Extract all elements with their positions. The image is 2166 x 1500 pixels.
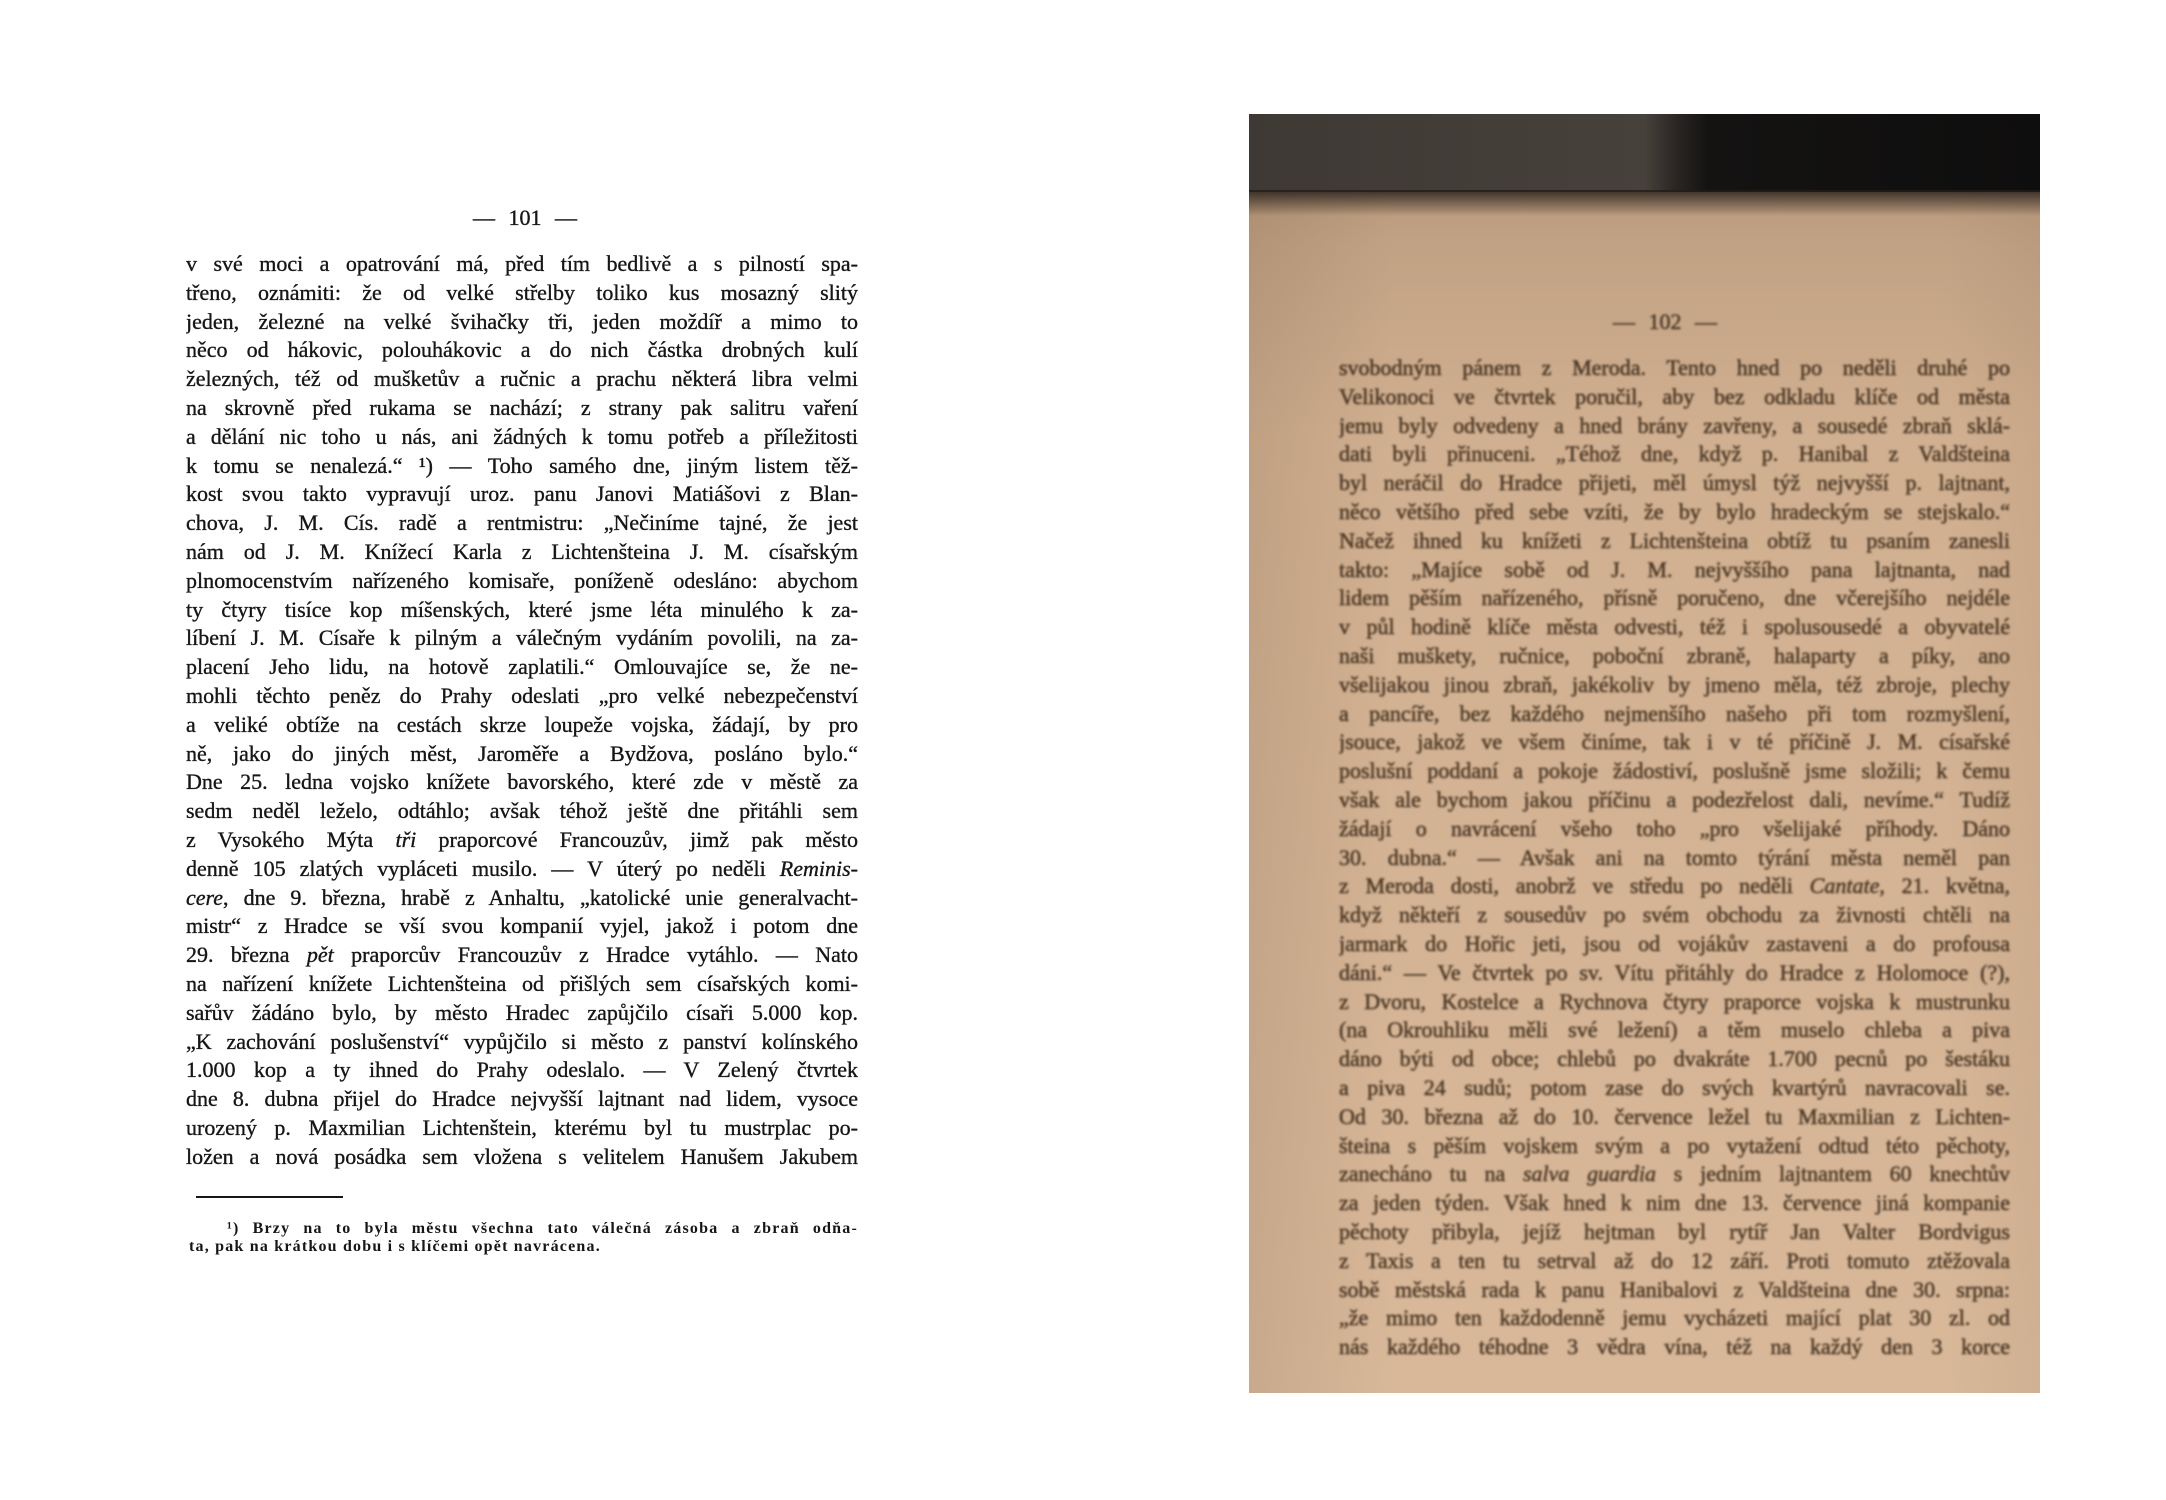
line-text: sařův žádáno bylo, by město Hradec zapůjčilo císaři 5.000 kop. (186, 999, 858, 1025)
italic-text: salva guardia (1522, 1161, 1657, 1187)
text-line (1339, 613, 2010, 642)
line-text: v půl hodině klíče města odvesti, též i spolusousedé a obyvatelé (1339, 614, 2010, 640)
line-text: třeno, oznámiti: že od velké střelby toliko kus mosazný slitý (186, 279, 858, 305)
line-text: Dne 25. ledna vojsko knížete bavorského, které zde v městě za (186, 769, 858, 795)
page-text (186, 250, 858, 1172)
text-line (186, 653, 858, 682)
line-text: nás každého téhodne 3 vědra vína, též na každý den 3 korce (1339, 1334, 2010, 1360)
text-line (1339, 1247, 2010, 1276)
text-line (1339, 412, 2010, 441)
line-text: dne 8. dubna přijel do Hradce nejvyšší lajtnant nad lidem, vysoce (186, 1086, 858, 1112)
footnote-line (189, 1220, 858, 1238)
line-text: pěchoty přibyla, jejíž hejtman byl rytíř Jan Valter Bordvigus (1339, 1218, 2010, 1244)
line-text: ložen a nová posádka sem vložena s velitelem Hanušem Jakubem (186, 1143, 858, 1169)
line-text: zanecháno tu na (1339, 1161, 1523, 1187)
line-text: placení Jeho lidu, na hotově zaplatili.“ Omlouvajíce se, že ne- (186, 654, 858, 680)
line-text: a pancíře, bez každého nejmenšího našeho při tom rozmyšlení, (1339, 700, 2010, 726)
page-text (1339, 354, 2010, 1362)
line-text: poslušní poddaní a pokoje žádostiví, poslušně jsme složili; k čemu (1339, 758, 2010, 784)
italic-text: tři (395, 826, 417, 852)
line-text: naši muškety, ručnice, poboční zbraně, halaparty a píky, ano (1339, 642, 2010, 668)
text-line (186, 365, 858, 394)
italic-text: Reminis- (779, 855, 858, 881)
line-text: , dne 9. března, hrabě z Anhaltu, „katolické unie generalvacht- (223, 884, 858, 910)
line-text: a veliké obtíže na cestách skrze loupeže vojska, žádají, by pro (186, 711, 858, 737)
line-text: jeden, železné na velké švihačky tři, jeden moždíř a mimo to (186, 308, 858, 334)
text-line (186, 250, 858, 279)
line-text: z Dvoru, Kostelce a Rychnova čtyry praporce vojska k mustrunku (1339, 988, 2010, 1014)
text-line (186, 912, 858, 941)
line-text: žádají o navrácení všeho toho „pro všelijaké příhody. Dáno (1339, 815, 2010, 841)
text-line (186, 538, 858, 567)
text-line (1339, 844, 2010, 873)
text-line (186, 567, 858, 596)
line-text: Načež ihned ku knížeti z Lichtenšteina obtíž tu psaním zanesli (1339, 527, 2010, 553)
text-line (1339, 1132, 2010, 1161)
italic-text: pět (306, 942, 334, 968)
text-line (1339, 383, 2010, 412)
italic-text: Cantate (1809, 873, 1880, 899)
line-text: 30. dubna.“ — Avšak ani na tomto týrání města neměl pan (1339, 844, 2010, 870)
text-line (1339, 815, 2010, 844)
text-line (186, 1114, 858, 1143)
line-text: něco od hákovic, polouhákovic a do nich částka drobných kulí (186, 337, 858, 363)
text-line (186, 999, 858, 1028)
line-text: dáno býti od obce; chlebů po dvakráte 1.700 pecnů po šestáku (1339, 1046, 2010, 1072)
text-line (1339, 959, 2010, 988)
text-line (1339, 1045, 2010, 1074)
text-line (186, 394, 858, 423)
line-text: sedm neděl leželo, odtáhlo; avšak téhož ještě dne přitáhli sem (186, 798, 858, 824)
text-line (1339, 354, 2010, 383)
line-text: a dělání nic toho u nás, ani žádných k tomu potřeb a příležitosti (186, 423, 858, 449)
line-text: jsouce, jakož ve všem činíme, tak i v té příčině J. M. císařské (1339, 729, 2010, 755)
line-text: šteina s pěším vojskem svým a po vytažení odtud této pěchoty, (1339, 1132, 2010, 1158)
footnote-line (189, 1238, 858, 1256)
text-line (186, 1028, 858, 1057)
text-line (1339, 1333, 2010, 1362)
text-line (1339, 728, 2010, 757)
line-text: z Taxis a ten tu setrval až do 12 září. Proti tomuto ztěžovala (1339, 1247, 2010, 1273)
text-line (1339, 988, 2010, 1017)
page-number: — 101 — (473, 205, 577, 230)
italic-text: cere (186, 884, 224, 910)
text-line (186, 711, 858, 740)
text-line (186, 336, 858, 365)
line-text: však ale bychom jakou příčinu a podezřelost dali, nevíme.“ Tudíž (1339, 786, 2010, 812)
line-text: dati byli přinuceni. „Téhož dne, když p. Hanibal z Valdšteina (1339, 441, 2010, 467)
text-line (186, 624, 858, 653)
line-text: praporcové Francouzův, jimž pak město (416, 826, 858, 852)
text-line (186, 423, 858, 452)
photo-shadow-fade (1249, 190, 2040, 216)
line-text: chova, J. M. Cís. radě a rentmistru: „Nečiníme tajné, že jest (186, 510, 858, 536)
line-text: s jedním lajtnantem 60 knechtův (1656, 1161, 2010, 1187)
line-text: mistr“ z Hradce se vší svou kompanií vyjel, jakož i potom dne (186, 913, 858, 939)
text-line (1339, 584, 2010, 613)
line-text: když někteří z sousedův po svém obchodu za živnosti chtěli na (1339, 902, 2010, 928)
text-line (186, 480, 858, 509)
line-text: k tomu se nenalezá.“ ¹) — Toho samého dne, jiným listem těž- (186, 452, 858, 478)
line-text: „že mimo ten každodenně jemu vycházeti mající plat 30 zl. od (1339, 1305, 2010, 1331)
text-line (186, 884, 858, 913)
text-line (186, 596, 858, 625)
page-number: — 102 — (1613, 309, 1717, 334)
line-text: z Meroda dosti, anobrž ve středu po neděli (1339, 873, 1810, 899)
text-line (1339, 786, 2010, 815)
text-line (186, 279, 858, 308)
line-text: dáni.“ — Ve čtvrtek po sv. Vítu přitáhly do Hradce z Holomoce (?), (1339, 959, 2010, 985)
text-line (1339, 556, 2010, 585)
text-line (186, 941, 858, 970)
text-line (186, 682, 858, 711)
text-line (186, 308, 858, 337)
line-text: Velikonoci ve čtvrtek poručil, aby bez odkladu klíče od města (1339, 383, 2010, 409)
line-text: za jeden týden. Však hned k nim dne 13. července jiná kompanie (1339, 1190, 2010, 1216)
line-text: Od 30. března až do 10. července ležel tu Maxmilian z Lichten- (1339, 1103, 2010, 1129)
line-text: a piva 24 sudů; potom zase do svých kvartýrů navracovali se. (1339, 1074, 2010, 1100)
line-text: z Vysokého Mýta (186, 826, 396, 852)
line-text: 1.000 kop a ty ihned do Prahy odeslalo. — V Zelený čtvrtek (186, 1057, 858, 1083)
text-line (1339, 1276, 2010, 1305)
line-text: svobodným pánem z Meroda. Tento hned po neděli druhé po (1339, 355, 2010, 380)
line-text: plnomocenstvím nařízeného komisaře, poníženě odesláno: abychom (186, 567, 858, 593)
text-line (1339, 1189, 2010, 1218)
text-line (1339, 1103, 2010, 1132)
text-line (186, 509, 858, 538)
text-line (186, 1056, 858, 1085)
line-text: praporcův Francouzův z Hradce vytáhlo. — Nato (333, 942, 858, 968)
text-line (1339, 1016, 2010, 1045)
line-text: ¹) Brzy na to byla městu všechna tato válečná zásoba a zbraň odňa- (227, 1220, 858, 1237)
line-text: lidem pěším nařízeného, přísně poručeno, dne včerejšího nejdéle (1339, 585, 2010, 611)
text-line (186, 797, 858, 826)
text-line (1339, 498, 2010, 527)
text-line (1339, 671, 2010, 700)
line-text: líbení J. M. Císaře k pilným a válečným vydáním povolili, na za- (186, 625, 858, 651)
text-line (1339, 1304, 2010, 1333)
line-text: kost svou takto vypravují uroz. panu Janovi Matiášovi z Blan- (186, 481, 858, 507)
text-line (186, 768, 858, 797)
text-line (1339, 1218, 2010, 1247)
text-line (1339, 872, 2010, 901)
text-line (1339, 700, 2010, 729)
text-line (1339, 469, 2010, 498)
line-text: jarmark do Hořic jeti, jsou od vojákův zastaveni a do profousa (1339, 930, 2010, 956)
line-text: (na Okrouhliku měli své ležení) a těm muselo chleba a piva (1339, 1017, 2010, 1043)
text-line (1339, 527, 2010, 556)
line-text: nám od J. M. Knížecí Karla z Lichtenšteina J. M. císařským (186, 538, 858, 564)
right-page-photo (1249, 114, 2040, 1393)
footnote-rule (196, 1196, 343, 1198)
line-text: ta, pak na krátkou dobu i s klíčemi opět navrácena. (189, 1238, 601, 1255)
line-text: takto: „Majíce sobě od J. M. nejvyššího pana lajtnanta, nad (1339, 556, 2010, 582)
text-line (186, 1085, 858, 1114)
line-text: ně, jako do jiných měst, Jaroměře a Bydžova, posláno bylo.“ (186, 740, 858, 766)
line-text: 29. března (186, 942, 307, 968)
text-line (1339, 901, 2010, 930)
line-text: „K zachování poslušenství“ vypůjčilo si město z panství kolínského (186, 1028, 858, 1054)
line-text: byl neráčil do Hradce přijeti, měl úmysl týž nejvyšší p. lajtnant, (1339, 470, 2010, 496)
line-text: sobě městská rada k panu Hanibalovi z Valdšteina dne 30. srpna: (1339, 1276, 2010, 1302)
text-line (186, 970, 858, 999)
line-text: něco většího před sebe vzíti, že by bylo hradeckým se stejskalo.“ (1339, 498, 2010, 524)
line-text: železných, též od mušketův a ručnic a prachu některá libra velmi (186, 366, 858, 392)
line-text: všelijakou jinou zbraň, jakékoliv by jmeno měla, též zbroje, plechy (1339, 671, 2010, 697)
photo-top-shadow (1249, 114, 2040, 192)
line-text: na skrovně před rukama se nachází; z strany pak salitru vaření (186, 394, 858, 420)
line-text: urozený p. Maxmilian Lichtenštein, kterému byl tu mustrplac po- (186, 1114, 858, 1140)
text-line (1339, 642, 2010, 671)
line-text: ty čtyry tisíce kop míšenských, které jsme léta minulého k za- (186, 596, 858, 622)
text-line (186, 855, 858, 884)
text-line (1339, 1160, 2010, 1189)
text-line (186, 1143, 858, 1172)
line-text: mohli těchto peněz do Prahy odeslati „pro velké nebezpečenství (186, 682, 858, 708)
footnote (189, 1220, 858, 1256)
line-text: , 21. května, (1879, 873, 2010, 899)
text-line (186, 740, 858, 769)
text-line (1339, 930, 2010, 959)
line-text: na nařízení knížete Lichtenšteina od přišlých sem císařských komi- (186, 970, 858, 996)
text-line (1339, 1074, 2010, 1103)
line-text: jemu byly odvedeny a hned brány zavřeny, a sousedé zbraň sklá- (1339, 412, 2010, 438)
text-line (186, 826, 858, 855)
line-text: v své moci a opatrování má, před tím bedlivě a s pilností spa- (186, 251, 858, 276)
line-text: denně 105 zlatých vypláceti musilo. — V úterý po neděli (186, 855, 780, 881)
text-line (1339, 757, 2010, 786)
text-line (1339, 440, 2010, 469)
text-line (186, 452, 858, 481)
